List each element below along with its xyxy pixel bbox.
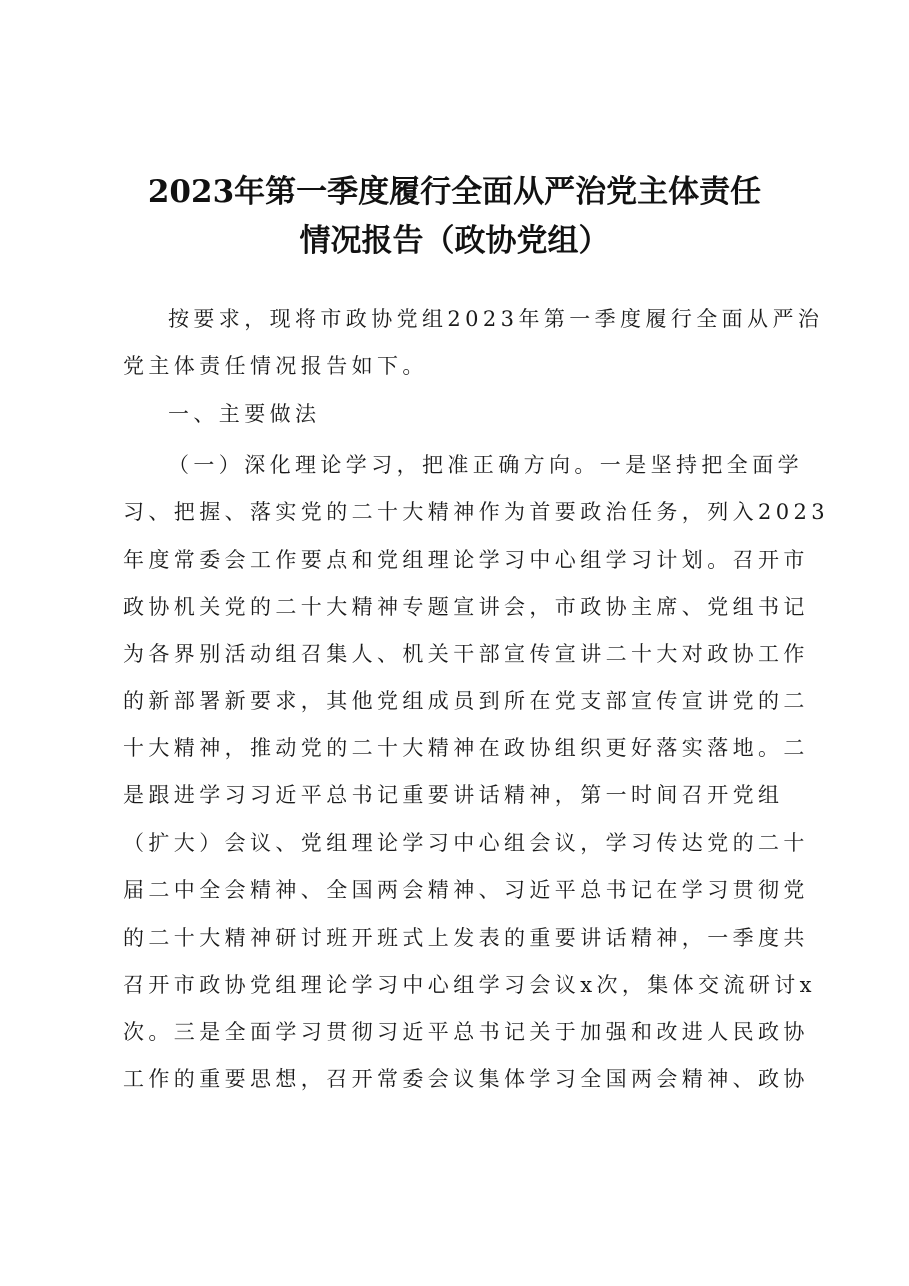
section-heading: 一、主要做法 [168,402,321,426]
paragraph-line: （扩大）会议、党组理论学习中心组会议，学习传达党的二十 [123,831,809,855]
document-title-line-1: 2023年第一季度履行全面从严治党主体责任 [147,174,762,210]
paragraph-line: 十大精神，推动党的二十大精神在政协组织更好落实落地。二 [123,736,809,760]
paragraph-line: 届二中全会精神、全国两会精神、习近平总书记在学习贯彻党 [123,878,809,902]
paragraph-line: 的二十大精神研讨班开班式上发表的重要讲话精神，一季度共 [123,926,809,950]
paragraph-line: 年度常委会工作要点和党组理论学习中心组学习计划。召开市 [123,548,809,572]
paragraph-line: 按要求，现将市政协党组2023年第一季度履行全面从严治 [168,307,824,331]
document-title-line-2: 情况报告（政协党组） [299,223,610,259]
paragraph-line: 习、把握、落实党的二十大精神作为首要政治任务，列入2023 [123,500,830,524]
paragraph-line: 次。三是全面学习贯彻习近平总书记关于加强和改进人民政协 [123,1020,809,1044]
paragraph-line: 政协机关党的二十大精神专题宣讲会，市政协主席、党组书记 [123,595,809,619]
paragraph-line: 党主体责任情况报告如下。 [123,354,428,378]
paragraph-line: 的新部署新要求，其他党组成员到所在党支部宣传宣讲党的二 [123,689,809,713]
paragraph-line: （一）深化理论学习，把准正确方向。一是坚持把全面学 [168,453,803,477]
paragraph-line: 召开市政协党组理论学习中心组学习会议x次，集体交流研讨x [123,973,816,997]
paragraph-line: 工作的重要思想，召开常委会议集体学习全国两会精神、政协 [123,1067,809,1091]
paragraph-line: 为各界别活动组召集人、机关干部宣传宣讲二十大对政协工作 [123,642,809,666]
paragraph-line: 是跟进学习习近平总书记重要讲话精神，第一时间召开党组 [123,783,784,807]
